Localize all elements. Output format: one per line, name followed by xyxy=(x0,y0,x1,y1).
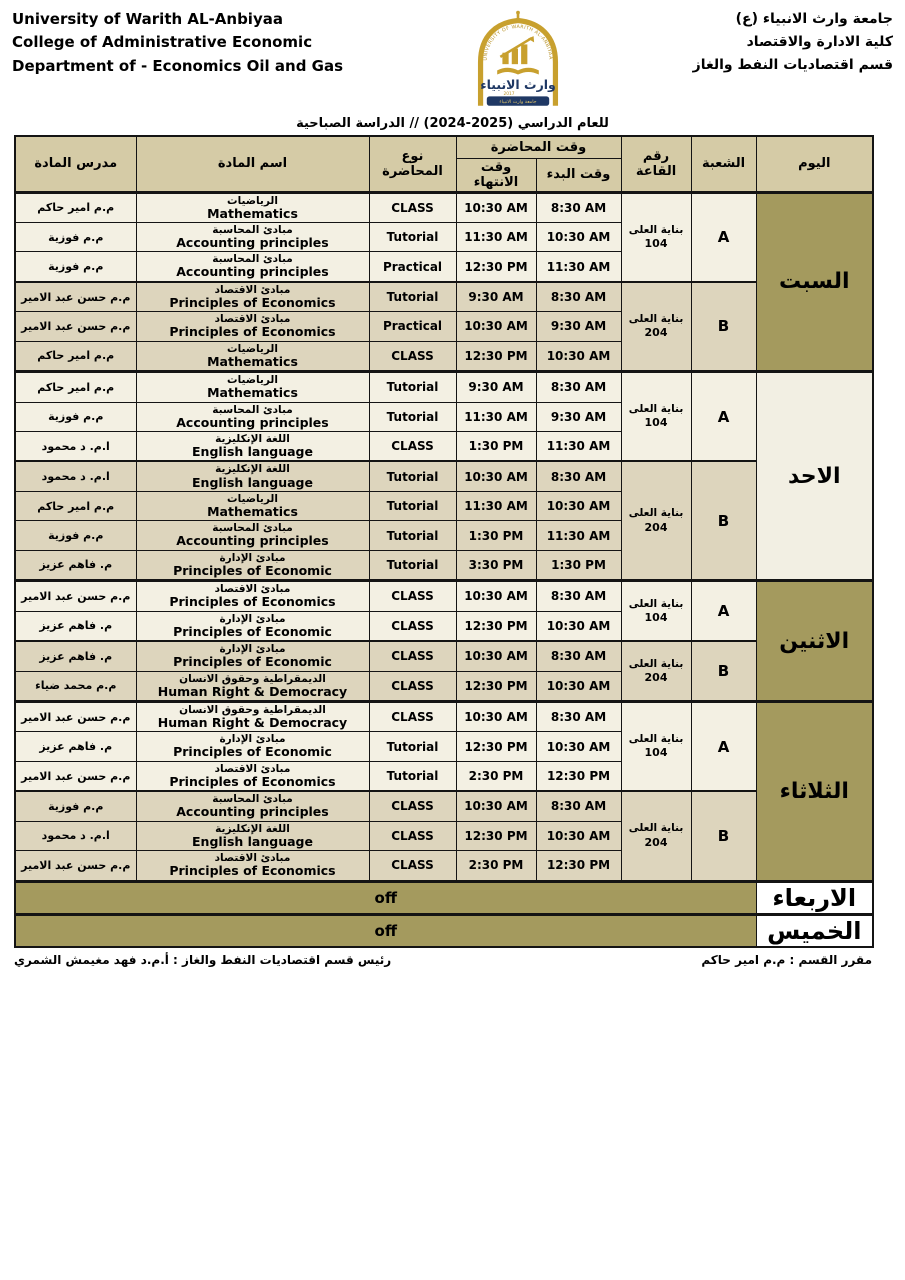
lecture-type-cell: CLASS xyxy=(369,851,456,881)
subject-cell xyxy=(136,341,369,371)
subject-name-english: Accounting principles xyxy=(176,414,329,430)
lecture-type-cell: Practical xyxy=(369,312,456,341)
end-time-cell: 10:30 AM xyxy=(456,641,536,671)
teacher-cell: م.م فوزية xyxy=(15,402,136,431)
room-building: بناية العلى xyxy=(628,597,684,610)
room-cell xyxy=(621,581,691,641)
subject-name-english: Principles of Economic xyxy=(173,623,332,639)
room-cell xyxy=(621,701,691,791)
end-time-cell: 2:30 PM xyxy=(456,761,536,791)
department-head-signature: رئيس قسم اقتصاديات النفط والغاز : أ.م.د فهد مغيمش الشمري xyxy=(14,952,392,967)
subject-name-english: Accounting principles xyxy=(176,264,329,280)
department-rapporteur-signature: مقرر القسم : م.م امير حاكم xyxy=(701,952,872,967)
subject-cell xyxy=(136,192,369,222)
room-cell xyxy=(621,372,691,462)
subject-name-english: Mathematics xyxy=(207,205,298,221)
lecture-type-cell: Tutorial xyxy=(369,732,456,761)
subject-cell xyxy=(136,761,369,791)
teacher-cell: م.م حسن عبد الامير xyxy=(15,312,136,341)
section-cell: A xyxy=(691,701,756,791)
subject-name-arabic: الرياضيات xyxy=(227,194,278,207)
end-time-cell: 1:30 PM xyxy=(456,432,536,462)
subject-cell xyxy=(136,550,369,580)
subject-cell xyxy=(136,491,369,520)
off-cell: off xyxy=(15,914,756,947)
start-time-cell: 8:30 AM xyxy=(536,581,621,611)
subject-cell xyxy=(136,611,369,641)
timetable-row xyxy=(15,791,873,821)
column-header-room: رقم القاعة xyxy=(621,136,691,192)
logo-ribbon-text: جامعة وارث الانبياء xyxy=(499,99,537,105)
end-time-cell: 10:30 AM xyxy=(456,701,536,731)
end-time-cell: 12:30 PM xyxy=(456,821,536,850)
subject-name-english: Principles of Economic xyxy=(173,654,332,670)
subject-name-english: Principles of Economics xyxy=(169,773,336,789)
teacher-cell: م. فاهم عزيز xyxy=(15,641,136,671)
column-header-end-time: وقت الانتهاء xyxy=(456,158,536,192)
room-number: 104 xyxy=(644,416,668,430)
column-header-day: اليوم xyxy=(756,136,873,192)
room-number: 204 xyxy=(644,670,668,684)
end-time-cell: 9:30 AM xyxy=(456,282,536,312)
subject-name-arabic: مبادئ المحاسبة xyxy=(212,223,293,236)
subject-name-arabic: الرياضيات xyxy=(227,492,278,505)
subject-name-arabic: اللغة الإنكليزية xyxy=(215,822,290,835)
university-line-en: University of Warith AL-Anbiyaa xyxy=(12,10,283,28)
end-time-cell: 12:30 PM xyxy=(456,732,536,761)
subject-cell xyxy=(136,461,369,491)
start-time-cell: 1:30 PM xyxy=(536,550,621,580)
subject-name-english: Human Right & Democracy xyxy=(157,715,348,730)
logo-arrow-head xyxy=(528,36,534,42)
start-time-cell: 10:30 AM xyxy=(536,821,621,850)
subject-cell xyxy=(136,521,369,550)
end-time-cell: 3:30 PM xyxy=(456,550,536,580)
subject-cell xyxy=(136,851,369,881)
lecture-type-cell: Tutorial xyxy=(369,491,456,520)
timetable-row xyxy=(15,461,873,491)
college-line-en: College of Administrative Economic xyxy=(12,33,313,52)
end-time-cell: 11:30 AM xyxy=(456,491,536,520)
room-building: بناية العلى xyxy=(628,507,684,520)
logo-arc-text: UNIVERSITY OF WARITH AL-ANBIYAA xyxy=(483,25,553,61)
section-cell: A xyxy=(691,372,756,462)
start-time-cell: 11:30 AM xyxy=(536,252,621,282)
end-time-cell: 12:30 PM xyxy=(456,611,536,641)
start-time-cell: 10:30 AM xyxy=(536,671,621,701)
university-logo-icon xyxy=(458,10,578,110)
subject-name-english: Mathematics xyxy=(207,385,298,401)
end-time-cell: 9:30 AM xyxy=(456,372,536,402)
end-time-cell: 10:30 AM xyxy=(456,791,536,821)
timetable-off-row xyxy=(15,914,873,947)
university-line-ar: جامعة وارث الانبياء (ع) xyxy=(735,11,893,27)
teacher-cell: م.م امير حاكم xyxy=(15,192,136,222)
teacher-cell: م.م محمد ضياء xyxy=(15,671,136,701)
end-time-cell: 10:30 AM xyxy=(456,581,536,611)
lecture-type-cell: CLASS xyxy=(369,671,456,701)
start-time-cell: 11:30 AM xyxy=(536,521,621,550)
column-header-subject: اسم المادة xyxy=(136,136,369,192)
room-number: 204 xyxy=(644,520,668,534)
subject-name-arabic: الرياضيات xyxy=(227,342,278,355)
subject-name-arabic: مبادئ الإدارة xyxy=(219,643,286,656)
section-cell: B xyxy=(691,461,756,580)
lecture-type-cell: CLASS xyxy=(369,641,456,671)
lecture-type-cell: Tutorial xyxy=(369,402,456,431)
start-time-cell: 10:30 AM xyxy=(536,491,621,520)
subject-cell xyxy=(136,791,369,821)
start-time-cell: 8:30 AM xyxy=(536,461,621,491)
subject-name-english: Principles of Economics xyxy=(169,863,336,879)
start-time-cell: 8:30 AM xyxy=(536,282,621,312)
timetable-header xyxy=(15,136,873,192)
start-time-cell: 12:30 PM xyxy=(536,851,621,881)
timetable-row xyxy=(15,581,873,611)
column-header-start-time: وقت البدء xyxy=(536,158,621,192)
room-number: 104 xyxy=(644,236,668,250)
teacher-cell: ا.م. د محمود xyxy=(15,821,136,850)
end-time-cell: 11:30 AM xyxy=(456,402,536,431)
day-cell: الاثنين xyxy=(756,581,873,702)
teacher-cell: ا.م. د محمود xyxy=(15,432,136,462)
end-time-cell: 12:30 PM xyxy=(456,671,536,701)
subject-cell xyxy=(136,581,369,611)
teacher-cell: م.م فوزية xyxy=(15,521,136,550)
subject-name-arabic: مبادئ المحاسبة xyxy=(212,793,293,806)
logo-chart-bar xyxy=(521,44,527,64)
room-building: بناية العلى xyxy=(628,733,684,746)
department-line-en: Department of - Economics Oil and Gas xyxy=(12,56,344,75)
teacher-cell: م.م حسن عبد الامير xyxy=(15,761,136,791)
teacher-cell: م.م فوزية xyxy=(15,252,136,282)
subject-name-english: Accounting principles xyxy=(176,235,329,250)
room-number: 204 xyxy=(644,326,668,340)
subject-cell xyxy=(136,671,369,701)
subject-name-english: Principles of Economics xyxy=(169,324,336,340)
teacher-cell: م.م امير حاكم xyxy=(15,491,136,520)
start-time-cell: 8:30 AM xyxy=(536,791,621,821)
start-time-cell: 8:30 AM xyxy=(536,641,621,671)
end-time-cell: 10:30 AM xyxy=(456,192,536,222)
end-time-cell: 12:30 PM xyxy=(456,252,536,282)
lecture-type-cell: Tutorial xyxy=(369,222,456,251)
lecture-type-cell: CLASS xyxy=(369,701,456,731)
day-cell: الثلاثاء xyxy=(756,701,873,881)
subject-cell xyxy=(136,641,369,671)
logo-year: 2017 xyxy=(503,91,515,97)
college-line-ar: كلية الادارة والاقتصاد xyxy=(746,34,893,51)
lecture-type-cell: CLASS xyxy=(369,192,456,222)
department-line-ar: قسم اقتصاديات النفط والغاز xyxy=(692,57,893,74)
end-time-cell: 2:30 PM xyxy=(456,851,536,881)
subject-name-english: Human Right & Democracy xyxy=(157,683,348,699)
teacher-cell: م.م حسن عبد الامير xyxy=(15,701,136,731)
subject-name-arabic: الديمقراطية وحقوق الانسان xyxy=(179,703,326,716)
section-cell: A xyxy=(691,581,756,641)
subject-cell xyxy=(136,252,369,282)
timetable-row xyxy=(15,282,873,312)
subject-name-arabic: مبادئ الاقتصاد xyxy=(214,583,291,596)
subject-name-english: Principles of Economic xyxy=(173,744,332,760)
room-cell xyxy=(621,641,691,701)
day-cell: الخميس xyxy=(756,914,873,947)
page-footer xyxy=(14,953,872,967)
subject-cell xyxy=(136,372,369,402)
subject-name-english: English language xyxy=(192,444,313,460)
lecture-type-cell: CLASS xyxy=(369,341,456,371)
lecture-type-cell: CLASS xyxy=(369,821,456,850)
column-header-section: الشعبة xyxy=(691,136,756,192)
room-building: بناية العلى xyxy=(628,822,684,835)
subject-cell xyxy=(136,701,369,731)
section-cell: B xyxy=(691,641,756,701)
teacher-cell: ا.م. د محمود xyxy=(15,461,136,491)
room-cell xyxy=(621,791,691,881)
timetable-body xyxy=(15,192,873,947)
teacher-cell: م.م امير حاكم xyxy=(15,341,136,371)
room-building: بناية العلى xyxy=(628,657,684,670)
subject-name-english: Mathematics xyxy=(207,503,298,519)
room-number: 104 xyxy=(644,610,668,624)
subject-name-arabic: مبادئ الاقتصاد xyxy=(214,762,291,775)
subject-name-arabic: مبادئ المحاسبة xyxy=(212,253,293,266)
room-cell xyxy=(621,461,691,580)
subject-cell xyxy=(136,821,369,850)
teacher-cell: م.م امير حاكم xyxy=(15,372,136,402)
section-cell: B xyxy=(691,791,756,881)
lecture-type-cell: Tutorial xyxy=(369,521,456,550)
teacher-cell: م.م حسن عبد الامير xyxy=(15,851,136,881)
start-time-cell: 11:30 AM xyxy=(536,432,621,462)
lecture-type-cell: CLASS xyxy=(369,432,456,462)
subject-cell xyxy=(136,402,369,431)
university-name-english xyxy=(12,8,343,78)
logo-book xyxy=(497,68,539,75)
subject-name-english: Principles of Economics xyxy=(169,594,336,610)
lecture-type-cell: Tutorial xyxy=(369,761,456,791)
subject-cell xyxy=(136,312,369,341)
start-time-cell: 9:30 AM xyxy=(536,312,621,341)
timetable-row xyxy=(15,641,873,671)
subject-name-arabic: الديمقراطية وحقوق الانسان xyxy=(179,672,326,685)
column-header-time-group: وقت المحاضرة xyxy=(456,136,621,158)
room-building: بناية العلى xyxy=(628,403,684,416)
page-header xyxy=(0,0,905,110)
subject-name-english: English language xyxy=(192,474,313,490)
room-number: 104 xyxy=(644,746,668,760)
start-time-cell: 8:30 AM xyxy=(536,701,621,731)
column-header-teacher: مدرس المادة xyxy=(15,136,136,192)
subject-name-arabic: مبادئ الإدارة xyxy=(219,733,286,746)
start-time-cell: 8:30 AM xyxy=(536,372,621,402)
subject-cell xyxy=(136,732,369,761)
subject-name-arabic: اللغة الإنكليزية xyxy=(215,463,290,476)
subject-name-arabic: مبادئ المحاسبة xyxy=(212,403,293,416)
teacher-cell: م.م حسن عبد الامير xyxy=(15,581,136,611)
subject-name-arabic: مبادئ الإدارة xyxy=(219,551,286,564)
section-cell: B xyxy=(691,282,756,372)
teacher-cell: م.م فوزية xyxy=(15,791,136,821)
subject-name-english: Principles of Economic xyxy=(173,562,332,578)
section-cell: A xyxy=(691,192,756,282)
subject-name-arabic: اللغة الإنكليزية xyxy=(215,433,290,445)
timetable-off-row xyxy=(15,881,873,914)
subject-name-arabic: مبادئ المحاسبة xyxy=(212,522,293,535)
off-cell: off xyxy=(15,881,756,914)
logo-spire-top xyxy=(516,11,520,15)
teacher-cell: م.م حسن عبد الامير xyxy=(15,282,136,312)
subject-name-arabic: مبادئ الإدارة xyxy=(219,612,286,625)
lecture-type-cell: Tutorial xyxy=(369,282,456,312)
timetable-row xyxy=(15,701,873,731)
logo-name-arabic: وارث الانبياء xyxy=(480,77,556,93)
room-cell xyxy=(621,192,691,282)
lecture-type-cell: Tutorial xyxy=(369,372,456,402)
end-time-cell: 1:30 PM xyxy=(456,521,536,550)
room-cell xyxy=(621,282,691,372)
day-cell: الاحد xyxy=(756,372,873,581)
lecture-type-cell: Tutorial xyxy=(369,461,456,491)
lecture-type-cell: CLASS xyxy=(369,611,456,641)
subject-name-english: Accounting principles xyxy=(176,804,329,820)
subject-name-arabic: مبادئ الاقتصاد xyxy=(214,852,291,865)
subject-name-english: Mathematics xyxy=(207,353,298,369)
start-time-cell: 12:30 PM xyxy=(536,761,621,791)
lecture-type-cell: Tutorial xyxy=(369,550,456,580)
subject-name-english: English language xyxy=(192,833,313,849)
subject-name-arabic: الرياضيات xyxy=(227,374,278,387)
room-building: بناية العلى xyxy=(628,223,684,236)
subject-cell xyxy=(136,432,369,462)
start-time-cell: 8:30 AM xyxy=(536,192,621,222)
teacher-cell: م. فاهم عزيز xyxy=(15,732,136,761)
start-time-cell: 10:30 AM xyxy=(536,341,621,371)
lecture-type-cell: CLASS xyxy=(369,791,456,821)
day-cell: الاربعاء xyxy=(756,881,873,914)
day-cell: السبت xyxy=(756,192,873,372)
room-number: 204 xyxy=(644,835,668,849)
end-time-cell: 10:30 AM xyxy=(456,461,536,491)
timetable-row xyxy=(15,372,873,402)
teacher-cell: م. فاهم عزيز xyxy=(15,550,136,580)
start-time-cell: 10:30 AM xyxy=(536,732,621,761)
university-name-arabic xyxy=(693,8,893,77)
timetable xyxy=(14,135,874,948)
lecture-type-cell: CLASS xyxy=(369,581,456,611)
timetable-row xyxy=(15,192,873,222)
document-title: للعام الدراسي (2025-2024) // الدراسة الصباحية xyxy=(296,116,609,131)
teacher-cell: م. فاهم عزيز xyxy=(15,611,136,641)
start-time-cell: 10:30 AM xyxy=(536,611,621,641)
room-building: بناية العلى xyxy=(628,313,684,326)
lecture-type-cell: Practical xyxy=(369,252,456,282)
subject-name-english: Accounting principles xyxy=(176,533,329,549)
subject-name-english: Principles of Economics xyxy=(169,294,336,310)
end-time-cell: 12:30 PM xyxy=(456,341,536,371)
teacher-cell: م.م فوزية xyxy=(15,222,136,251)
start-time-cell: 10:30 AM xyxy=(536,222,621,251)
end-time-cell: 11:30 AM xyxy=(456,222,536,251)
column-header-type: نوع المحاضرة xyxy=(369,136,456,192)
end-time-cell: 10:30 AM xyxy=(456,312,536,341)
start-time-cell: 9:30 AM xyxy=(536,402,621,431)
subject-cell xyxy=(136,222,369,251)
subject-cell xyxy=(136,282,369,312)
subject-name-arabic: مبادئ الاقتصاد xyxy=(214,313,291,326)
subject-name-arabic: مبادئ الاقتصاد xyxy=(214,283,291,296)
